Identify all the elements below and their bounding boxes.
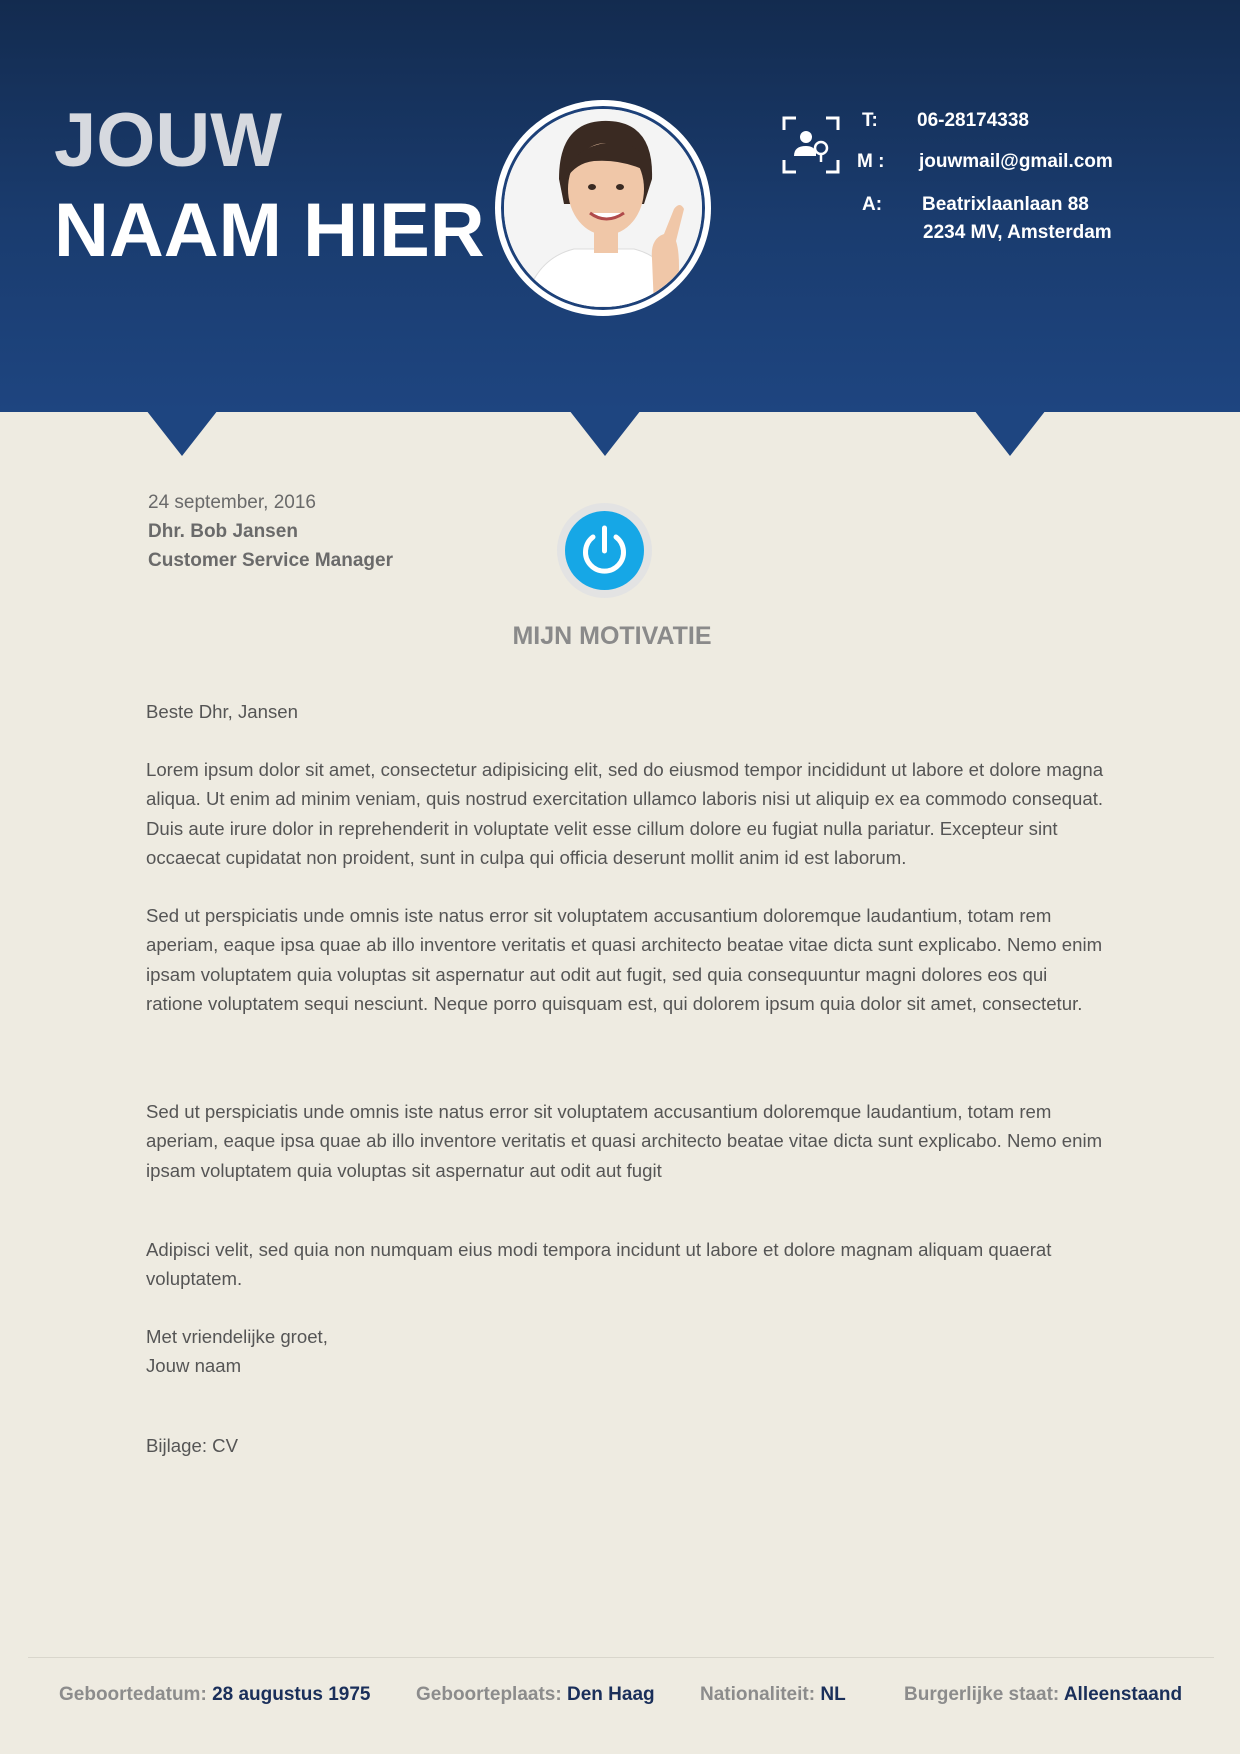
signature: Jouw naam bbox=[146, 1355, 242, 1376]
birthplace-value: Den Haag bbox=[566, 1684, 655, 1705]
birthdate-label: Geboortedatum: bbox=[59, 1684, 207, 1705]
paragraph-2: Sed ut perspiciatis unde omnis iste natus error sit voluptatem accusantium doloremque laudantium, totam rem aperiam, eaque ipsa quae ab illo inventore veritatis et quasi architecto beatae vitae dicta sunt explicabo. Nemo enim ipsam voluptatem quia voluptas sit aspernatur aut odit aut fugit, sed quia consequuntur magni dolores eos qui ratione voluptatem sequi nesciunt. Neque porro quisquam est, qui dolorem ipsum quia dolor sit amet, consectetur. bbox=[146, 905, 1103, 1014]
nationality-label: Nationaliteit: bbox=[700, 1684, 816, 1705]
footer-marital-status bbox=[904, 1684, 1182, 1706]
marital-label: Burgerlijke staat: bbox=[904, 1684, 1060, 1705]
name-line-1: JOUW bbox=[54, 98, 282, 183]
person-illustration bbox=[504, 109, 702, 307]
closing: Met vriendelijke groet, bbox=[146, 1326, 328, 1347]
contact-card-icon bbox=[782, 116, 840, 174]
profile-photo-frame bbox=[495, 100, 711, 316]
mail-label: M : bbox=[857, 151, 885, 172]
birthdate-value: 28 augustus 1975 bbox=[212, 1684, 371, 1705]
attachment-note: Bijlage: CV bbox=[146, 1435, 238, 1456]
power-badge bbox=[557, 503, 652, 598]
phone-label: T: bbox=[862, 110, 878, 131]
header-notch-center bbox=[569, 410, 641, 456]
footer-birthdate bbox=[59, 1684, 370, 1706]
email-address: jouwmail@gmail.com bbox=[919, 151, 1113, 172]
phone-number: 06-28174338 bbox=[917, 110, 1029, 131]
header-notch-right bbox=[974, 410, 1046, 456]
paragraph-1: Lorem ipsum dolor sit amet, consectetur adipisicing elit, sed do eiusmod tempor incididunt ut labore et dolore magna aliqua. Ut enim ad minim veniam, quis nostrud exercitation ullamco laboris nisi ut aliquip ex ea commodo consequat. Duis aute irure dolor in reprehenderit in voluptate velit esse cillum dolore eu fugiat nulla pariatur. Excepteur sint occaecat cupidatat non proident, sunt in culpa qui officia deserunt mollit anim id est laborum. bbox=[146, 759, 1104, 868]
footer-divider bbox=[28, 1657, 1214, 1658]
salutation: Beste Dhr, Jansen bbox=[146, 701, 298, 722]
power-icon bbox=[565, 511, 644, 590]
recipient-title: Customer Service Manager bbox=[148, 550, 393, 571]
birthplace-label: Geboorteplaats: bbox=[416, 1684, 562, 1705]
section-title: MIJN MOTIVATIE bbox=[512, 622, 712, 650]
footer-nationality bbox=[700, 1684, 846, 1706]
recipient-name: Dhr. Bob Jansen bbox=[148, 521, 298, 542]
paragraph-4: Adipisci velit, sed quia non numquam eius modi tempora incidunt ut labore et dolore magnam aliquam quaerat voluptatem. bbox=[146, 1239, 1052, 1290]
profile-photo bbox=[501, 106, 705, 310]
applicant-name bbox=[54, 96, 485, 276]
letter-meta bbox=[148, 488, 393, 575]
footer-birthplace bbox=[416, 1684, 655, 1706]
letter-date: 24 september, 2016 bbox=[148, 492, 316, 513]
nationality-value: NL bbox=[820, 1684, 846, 1705]
header-notch-left bbox=[146, 410, 218, 456]
marital-value: Alleenstaand bbox=[1063, 1684, 1183, 1705]
address-label: A: bbox=[862, 194, 883, 215]
paragraph-3: Sed ut perspiciatis unde omnis iste natus error sit voluptatem accusantium doloremque laudantium, totam rem aperiam, eaque ipsa quae ab illo inventore veritatis et quasi architecto beatae vitae dicta sunt explicabo. Nemo enim ipsam voluptatem quia voluptas sit aspernatur aut odit aut fugit bbox=[146, 1101, 1103, 1181]
address-line-2: 2234 MV, Amsterdam bbox=[923, 222, 1112, 243]
name-line-2: NAAM HIER bbox=[54, 188, 485, 273]
address-line-1: Beatrixlaanlaan 88 bbox=[922, 194, 1089, 215]
